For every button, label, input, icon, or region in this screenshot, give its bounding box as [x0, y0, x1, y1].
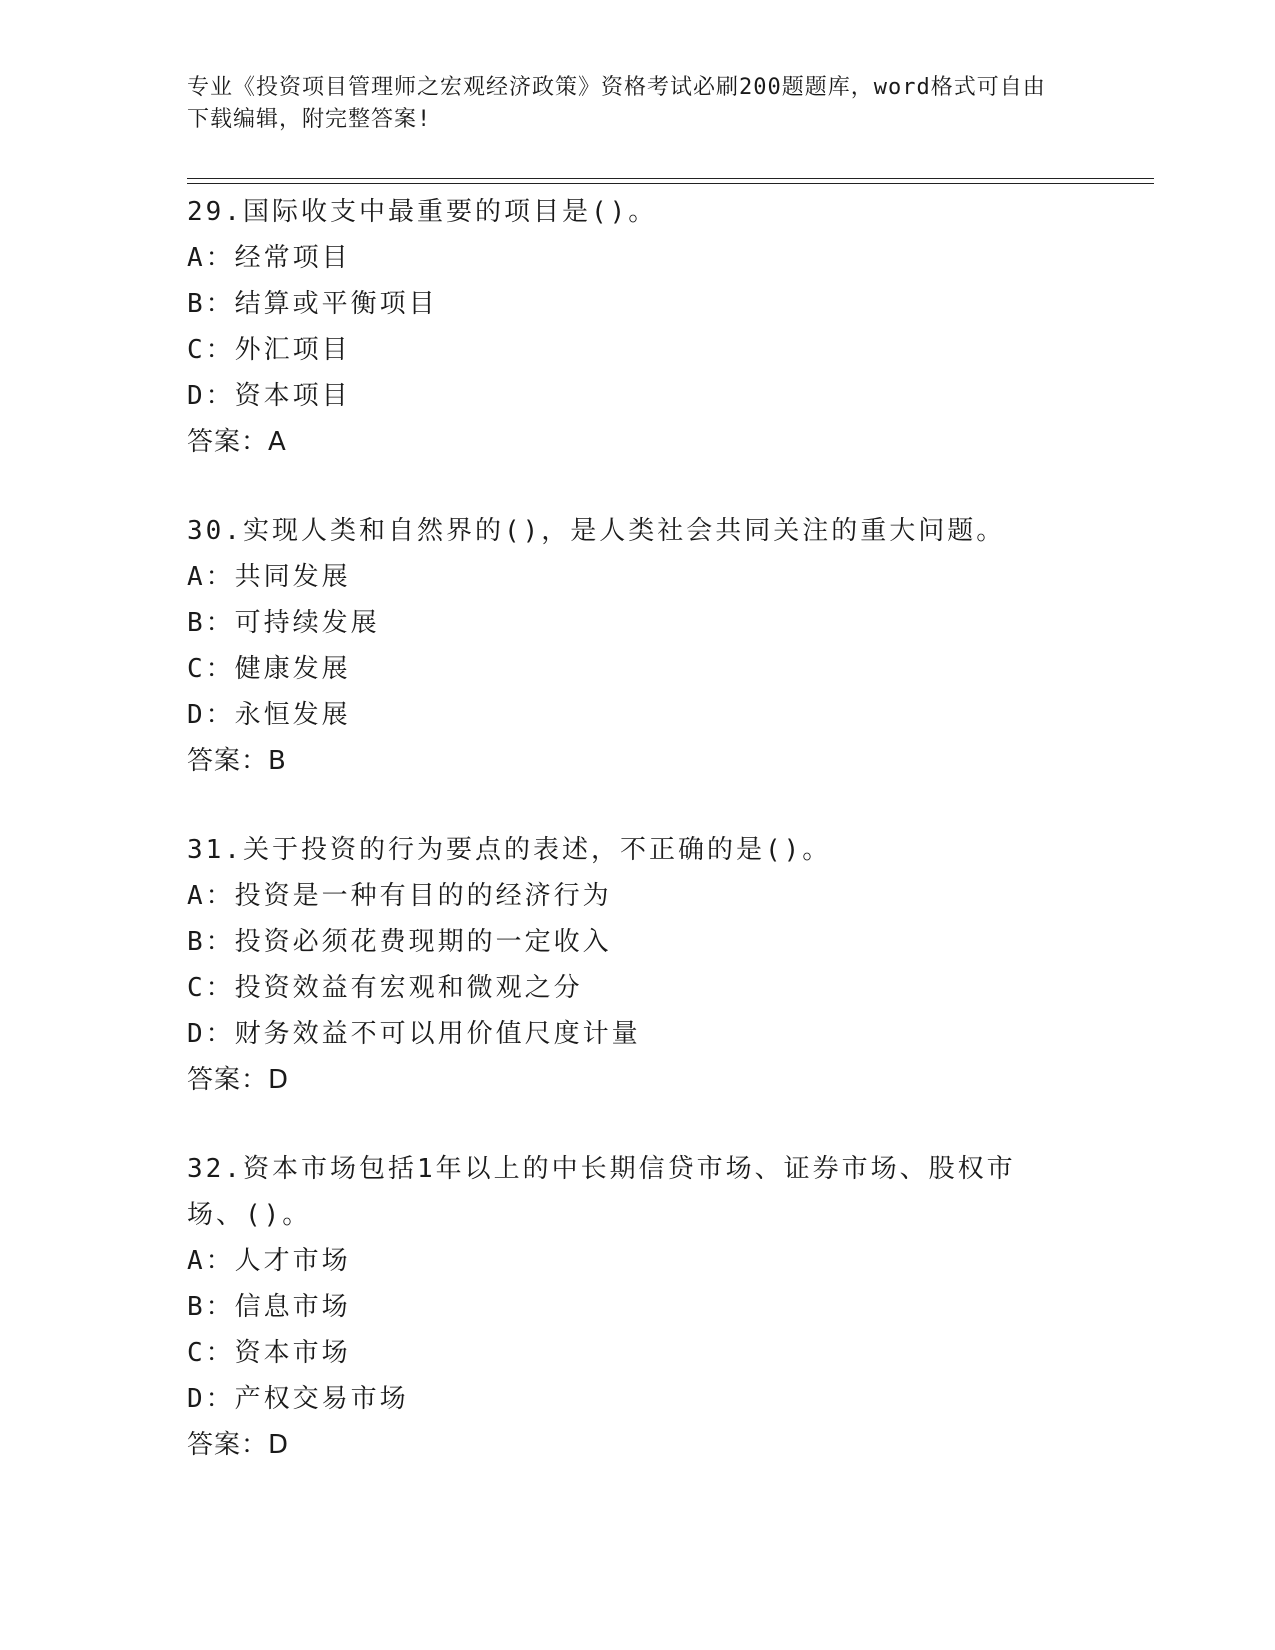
- document-header: [187, 72, 1067, 136]
- header-divider-top: [187, 178, 1154, 179]
- option-d: D：永恒发展: [187, 700, 351, 730]
- question-29: [187, 189, 1087, 465]
- option-c: C：投资效益有宏观和微观之分: [187, 973, 583, 1003]
- option-a: A：共同发展: [187, 562, 351, 592]
- header-divider-bottom: [187, 183, 1154, 184]
- option-a: A：经常项目: [187, 243, 351, 273]
- option-b: B：结算或平衡项目: [187, 289, 438, 319]
- question-31: [187, 827, 1087, 1103]
- option-d: D：财务效益不可以用价值尺度计量: [187, 1019, 641, 1049]
- option-d: D：资本项目: [187, 381, 351, 411]
- question-32: [187, 1146, 1087, 1468]
- question-stem: 32.资本市场包括1年以上的中长期信贷市场、证券市场、股权市场、()。: [187, 1154, 1016, 1230]
- option-c: C：外汇项目: [187, 335, 351, 365]
- option-a: A：人才市场: [187, 1246, 351, 1276]
- header-title: 专业《投资项目管理师之宏观经济政策》资格考试必刷200题题库，word格式可自由下载编辑，附完整答案!: [187, 75, 1046, 132]
- option-a: A：投资是一种有目的的经济行为: [187, 881, 612, 911]
- option-c: C：资本市场: [187, 1338, 351, 1368]
- question-stem: 29.国际收支中最重要的项目是()。: [187, 197, 658, 227]
- option-b: B：信息市场: [187, 1292, 351, 1322]
- question-30: [187, 508, 1087, 784]
- answer: 答案：A: [187, 427, 287, 457]
- question-stem: 30.实现人类和自然界的()，是人类社会共同关注的重大问题。: [187, 516, 1006, 546]
- option-b: B：可持续发展: [187, 608, 380, 638]
- option-c: C：健康发展: [187, 654, 351, 684]
- answer: 答案：D: [187, 1430, 290, 1460]
- answer: 答案：B: [187, 746, 287, 776]
- question-stem: 31.关于投资的行为要点的表述，不正确的是()。: [187, 835, 832, 865]
- option-b: B：投资必须花费现期的一定收入: [187, 927, 612, 957]
- option-d: D：产权交易市场: [187, 1384, 409, 1414]
- answer: 答案：D: [187, 1065, 290, 1095]
